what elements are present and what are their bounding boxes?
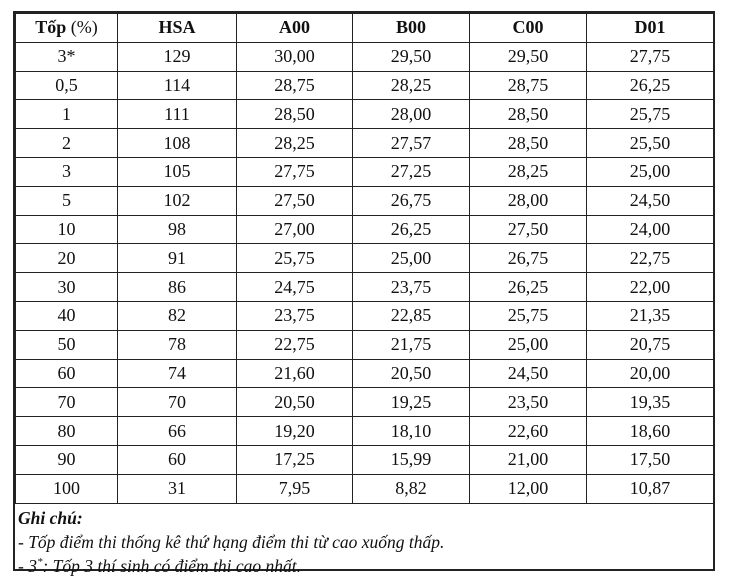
b00-cell: 28,25 [353,71,470,100]
top-cell: 100 [16,474,118,503]
top-cell: 30 [16,273,118,302]
d01-cell: 21,35 [587,301,714,330]
d01-cell: 24,50 [587,186,714,215]
table-body [16,42,714,503]
hsa-cell: 70 [118,388,237,417]
c00-cell: 24,50 [470,359,587,388]
header-top-unit: (%) [70,17,98,38]
top-cell: 3* [16,42,118,71]
header-a00: A00 [237,14,353,43]
b00-cell: 15,99 [353,445,470,474]
score-table-document [13,11,715,576]
b00-cell: 26,75 [353,186,470,215]
c00-cell: 28,75 [470,71,587,100]
c00-cell: 28,50 [470,100,587,129]
header-c00: C00 [470,14,587,43]
top-cell: 40 [16,301,118,330]
hsa-cell: 60 [118,445,237,474]
top-cell: 5 [16,186,118,215]
table-row [16,388,714,417]
a00-cell: 19,20 [237,417,353,446]
header-top-label: Tốp [35,17,67,38]
header-b00: B00 [353,14,470,43]
table-row [16,301,714,330]
a00-cell: 27,00 [237,215,353,244]
d01-cell: 25,75 [587,100,714,129]
c00-cell: 12,00 [470,474,587,503]
d01-cell: 20,75 [587,330,714,359]
top-cell: 2 [16,129,118,158]
a00-cell: 27,50 [237,186,353,215]
c00-cell: 26,75 [470,244,587,273]
hsa-cell: 98 [118,215,237,244]
d01-cell: 22,75 [587,244,714,273]
a00-cell: 24,75 [237,273,353,302]
hsa-cell: 74 [118,359,237,388]
note-line-2-prefix: - 3 [18,555,37,576]
b00-cell: 25,00 [353,244,470,273]
table-row [16,417,714,446]
b00-cell: 23,75 [353,273,470,302]
header-row [16,14,714,43]
notes-title: Ghi chú: [18,507,83,528]
top-cell: 70 [16,388,118,417]
b00-cell: 20,50 [353,359,470,388]
c00-cell: 25,00 [470,330,587,359]
b00-cell: 27,57 [353,129,470,158]
b00-cell: 29,50 [353,42,470,71]
table-row [16,474,714,503]
hsa-cell: 111 [118,100,237,129]
top-cell: 90 [16,445,118,474]
c00-cell: 28,50 [470,129,587,158]
c00-cell: 22,60 [470,417,587,446]
table-row [16,273,714,302]
table-row [16,42,714,71]
hsa-cell: 105 [118,157,237,186]
c00-cell: 29,50 [470,42,587,71]
header-hsa: HSA [118,14,237,43]
c00-cell: 27,50 [470,215,587,244]
note-asterisk: * [36,555,43,568]
hsa-cell: 102 [118,186,237,215]
a00-cell: 28,25 [237,129,353,158]
d01-cell: 17,50 [587,445,714,474]
a00-cell: 17,25 [237,445,353,474]
a00-cell: 25,75 [237,244,353,273]
b00-cell: 27,25 [353,157,470,186]
table-row [16,186,714,215]
d01-cell: 10,87 [587,474,714,503]
table-row [16,100,714,129]
hsa-cell: 129 [118,42,237,71]
hsa-cell: 86 [118,273,237,302]
b00-cell: 18,10 [353,417,470,446]
c00-cell: 28,25 [470,157,587,186]
a00-cell: 7,95 [237,474,353,503]
d01-cell: 22,00 [587,273,714,302]
table-row [16,71,714,100]
d01-cell: 18,60 [587,417,714,446]
hsa-cell: 66 [118,417,237,446]
table-row [16,244,714,273]
hsa-cell: 114 [118,71,237,100]
b00-cell: 28,00 [353,100,470,129]
b00-cell: 19,25 [353,388,470,417]
d01-cell: 26,25 [587,71,714,100]
b00-cell: 8,82 [353,474,470,503]
table-row [16,359,714,388]
d01-cell: 24,00 [587,215,714,244]
c00-cell: 26,25 [470,273,587,302]
hsa-cell: 108 [118,129,237,158]
c00-cell: 21,00 [470,445,587,474]
a00-cell: 23,75 [237,301,353,330]
d01-cell: 19,35 [587,388,714,417]
a00-cell: 20,50 [237,388,353,417]
a00-cell: 30,00 [237,42,353,71]
notes-section [15,504,713,578]
note-line-2-text: : Tốp 3 thí sinh có điểm thi cao nhất. [42,555,302,576]
d01-cell: 20,00 [587,359,714,388]
a00-cell: 27,75 [237,157,353,186]
top-cell: 1 [16,100,118,129]
hsa-cell: 82 [118,301,237,330]
a00-cell: 28,75 [237,71,353,100]
table-row [16,157,714,186]
score-table [15,13,714,504]
header-top-percent [16,14,118,43]
b00-cell: 21,75 [353,330,470,359]
top-cell: 10 [16,215,118,244]
c00-cell: 28,00 [470,186,587,215]
top-cell: 3 [16,157,118,186]
table-row [16,129,714,158]
table-row [16,445,714,474]
c00-cell: 25,75 [470,301,587,330]
top-cell: 50 [16,330,118,359]
b00-cell: 22,85 [353,301,470,330]
top-cell: 60 [16,359,118,388]
a00-cell: 28,50 [237,100,353,129]
table-row [16,215,714,244]
top-cell: 80 [16,417,118,446]
hsa-cell: 91 [118,244,237,273]
hsa-cell: 78 [118,330,237,359]
a00-cell: 21,60 [237,359,353,388]
a00-cell: 22,75 [237,330,353,359]
table-row [16,330,714,359]
b00-cell: 26,25 [353,215,470,244]
c00-cell: 23,50 [470,388,587,417]
hsa-cell: 31 [118,474,237,503]
note-line-1: - Tốp điểm thi thống kê thứ hạng điểm thi từ cao xuống thấp. [18,531,445,552]
d01-cell: 25,00 [587,157,714,186]
header-d01: D01 [587,14,714,43]
top-cell: 20 [16,244,118,273]
d01-cell: 25,50 [587,129,714,158]
d01-cell: 27,75 [587,42,714,71]
top-cell: 0,5 [16,71,118,100]
